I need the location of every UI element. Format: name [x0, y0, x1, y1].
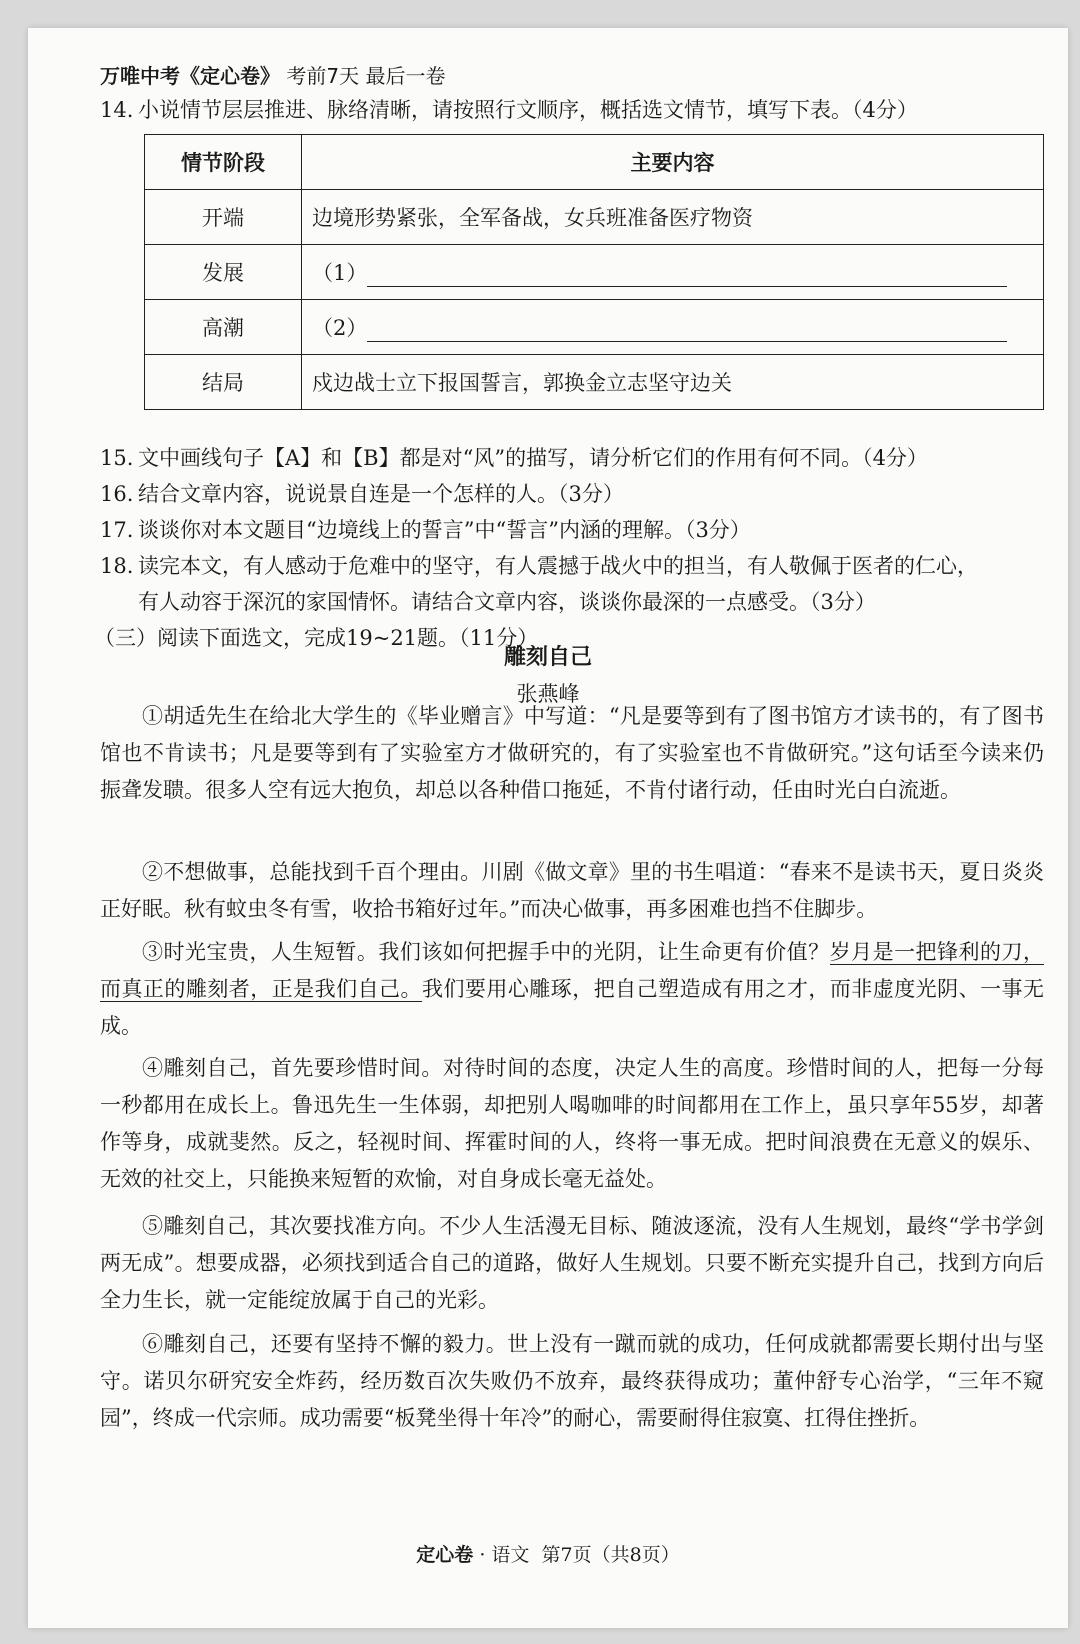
stage-cell: 结局 — [145, 355, 302, 410]
content-cell: 边境形势紧张，全军备战，女兵班准备医疗物资 — [302, 190, 1044, 245]
question-16 — [100, 476, 624, 512]
article-paragraph-4: ④雕刻自己，首先要珍惜时间。对待时间的态度，决定人生的高度。珍惜时间的人，把每一分每一秒都用在成长上。鲁迅先生一生体弱，却把别人喝咖啡的时间都用在工作上，虽只享年55岁，却著作等身，成就斐然。反之，轻视时间、挥霍时间的人，终将一事无成。把时间浪费在无意义的娱乐、无效的社交上，只能换来短暂的欢愉，对自身成长毫无益处。 — [100, 1056, 1044, 1191]
answer-blank[interactable] — [367, 262, 1007, 287]
content-cell — [302, 245, 1044, 300]
table-header-stage: 情节阶段 — [145, 135, 302, 190]
question-number: 18. — [100, 554, 134, 578]
question-number: 16. — [100, 482, 134, 506]
underlined-sentence: 岁月是一把锋利的刀，而真正的雕刻者，正是我们自己。 — [100, 940, 1044, 1001]
article-title: 雕刻自己 — [503, 645, 592, 670]
question-text: 结合文章内容，说说景自连是一个怎样的人。（3分） — [138, 482, 624, 506]
table-header-row — [145, 135, 1044, 190]
article-paragraph-3 — [100, 934, 1044, 1045]
question-text: 读完本文，有人感动于危难中的坚守，有人震撼于战火中的担当，有人敬佩于医者的仁心， — [138, 554, 978, 578]
table-header-content: 主要内容 — [302, 135, 1044, 190]
question-17 — [100, 512, 751, 548]
question-text: 文中画线句子【A】和【B】都是对“风”的描写，请分析它们的作用有何不同。（4分） — [138, 446, 928, 470]
footer-brand: 定心卷 — [416, 1544, 474, 1566]
question-text-continued: 有人动容于深沉的家国情怀。请结合文章内容，谈谈你最深的一点感受。（3分） — [138, 590, 876, 614]
article-paragraph-2: ②不想做事，总能找到千百个理由。川剧《做文章》里的书生唱道：“春来不是读书天，夏日炎炎正好眠。秋有蚊虫冬有雪，收拾书箱好过年。”而决心做事，再多困难也挡不住脚步。 — [100, 860, 1044, 921]
exam-page — [28, 28, 1068, 1628]
section-heading: （三）阅读下面选文，完成19~21题。（11分） — [94, 626, 539, 650]
header-brand: 万唯中考《定心卷》 — [100, 64, 280, 88]
article-paragraph-6: ⑥雕刻自己，还要有坚持不懈的毅力。世上没有一蹴而就的成功，任何成就都需要长期付出与坚守。诺贝尔研究安全炸药，经历数百次失败仍不放弃，最终获得成功；董仲舒专心治学，“三年不窥园”，终成一代宗师。成功需要“板凳坐得十年冷”的耐心，需要耐得住寂寞、扛得住挫折。 — [100, 1332, 1044, 1430]
footer-separator: · — [479, 1544, 486, 1566]
question-number: 15. — [100, 446, 134, 470]
paragraph-3-text: ③时光宝贵，人生短暂。我们该如何把握手中的光阴，让生命更有价值？ — [142, 940, 830, 964]
answer-blank[interactable] — [367, 317, 1007, 342]
stage-cell: 开端 — [145, 190, 302, 245]
article-author: 张燕峰 — [516, 682, 580, 706]
footer-subject: 语文 — [491, 1544, 530, 1566]
content-cell — [302, 300, 1044, 355]
plot-table — [144, 134, 1044, 410]
table-row — [145, 190, 1044, 245]
question-number: 14. — [100, 98, 134, 122]
header-subtitle: 考前7天 最后一卷 — [286, 64, 446, 88]
article-paragraph-5: ⑤雕刻自己，其次要找准方向。不少人生活漫无目标、随波逐流，没有人生规划，最终“学书学剑两无成”。想要成器，必须找到适合自己的道路，做好人生规划。只要不断充实提升自己，找到方向后全力生长，就一定能绽放属于自己的光彩。 — [100, 1214, 1044, 1312]
question-text: 谈谈你对本文题目“边境线上的誓言”中“誓言”内涵的理解。（3分） — [138, 518, 751, 542]
question-14 — [100, 92, 918, 128]
page-footer — [28, 1540, 1068, 1567]
question-18 — [100, 548, 978, 620]
table-row — [145, 300, 1044, 355]
blank-label: （2） — [312, 316, 368, 340]
question-text: 小说情节层层推进、脉络清晰，请按照行文顺序，概括选文情节，填写下表。（4分） — [138, 98, 918, 122]
question-15 — [100, 440, 928, 476]
stage-cell: 高潮 — [145, 300, 302, 355]
question-number: 17. — [100, 518, 134, 542]
page-header — [100, 60, 445, 89]
article-paragraph-1: ①胡适先生在给北大学生的《毕业赠言》中写道：“凡是要等到有了图书馆方才读书的，有了图书馆也不肯读书；凡是要等到有了实验室方才做研究的，有了实验室也不肯做研究。”这句话至今读来仍振聋发聩。很多人空有远大抱负，却总以各种借口拖延，不肯付诸行动，任由时光白白流逝。 — [100, 704, 1044, 802]
table-row — [145, 355, 1044, 410]
blank-label: （1） — [312, 261, 368, 285]
footer-page-number: 第7页（共8页） — [541, 1544, 680, 1566]
content-cell: 戍边战士立下报国誓言，郭换金立志坚守边关 — [302, 355, 1044, 410]
paragraph-3-text-end: 我们要用心雕琢，把自己塑造成有用之才，而非虚度光阴、一事无成。 — [100, 977, 1045, 1038]
stage-cell: 发展 — [145, 245, 302, 300]
table-row — [145, 245, 1044, 300]
